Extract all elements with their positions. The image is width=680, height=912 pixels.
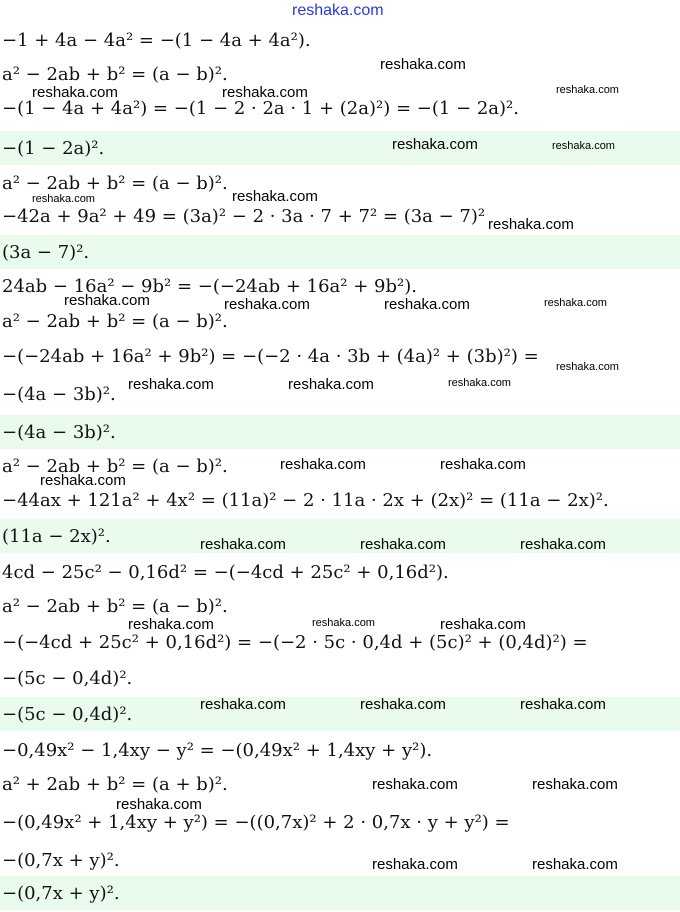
watermark: reshaka.com [544, 297, 607, 309]
watermark: reshaka.com [556, 361, 619, 373]
math-line: 4cd − 25c² − 0,16d² = −(−4cd + 25c² + 0,16d²). [2, 562, 449, 583]
watermark: reshaka.com [40, 472, 126, 489]
watermark: reshaka.com [380, 56, 466, 73]
watermark: reshaka.com [32, 84, 118, 101]
math-line: −(0,49x² + 1,4xy + y²) = −((0,7x)² + 2 · 0,7x · y + y²) = [2, 812, 510, 833]
watermark: reshaka.com [372, 776, 458, 793]
answer-line: (3a − 7)². [2, 242, 90, 263]
watermark: reshaka.com [448, 377, 511, 389]
watermark: reshaka.com [520, 696, 606, 713]
watermark: reshaka.com [32, 193, 95, 205]
math-line: −(5c − 0,4d)². [2, 668, 133, 689]
math-line: −(0,7x + y)². [2, 850, 120, 871]
math-line: −(−24ab + 16a² + 9b²) = −(−2 · 4a · 3b + (4a)² + (3b)²) = [2, 346, 539, 367]
watermark: reshaka.com [552, 140, 615, 152]
watermark: reshaka.com [360, 696, 446, 713]
watermark: reshaka.com [200, 536, 286, 553]
answer-line: −(1 − 2a)². [2, 138, 105, 159]
math-line: a² − 2ab + b² = (a − b)². [2, 456, 228, 477]
watermark: reshaka.com [360, 536, 446, 553]
watermark: reshaka.com [232, 188, 318, 205]
math-line: −1 + 4a − 4a² = −(1 − 4a + 4a²). [2, 30, 311, 51]
watermark: reshaka.com [520, 536, 606, 553]
math-line: a² − 2ab + b² = (a − b)². [2, 64, 228, 85]
watermark: reshaka.com [532, 856, 618, 873]
math-line: 24ab − 16a² − 9b² = −(−24ab + 16a² + 9b²). [2, 276, 417, 297]
watermark: reshaka.com [312, 617, 375, 629]
math-line: a² − 2ab + b² = (a − b)². [2, 596, 228, 617]
watermark: reshaka.com [532, 776, 618, 793]
watermark: reshaka.com [372, 856, 458, 873]
answer-line: −(0,7x + y)². [2, 883, 120, 904]
watermark: reshaka.com [200, 696, 286, 713]
watermark: reshaka.com [128, 376, 214, 393]
watermark: reshaka.com [392, 136, 478, 153]
watermark: reshaka.com [440, 616, 526, 633]
math-line: −(4a − 3b)². [2, 384, 116, 405]
math-line: −0,49x² − 1,4xy − y² = −(0,49x² + 1,4xy + y²). [2, 740, 433, 761]
answer-line: −(5c − 0,4d)². [2, 704, 133, 725]
watermark: reshaka.com [116, 796, 202, 813]
math-line: a² − 2ab + b² = (a − b)². [2, 311, 228, 332]
watermark: reshaka.com [288, 376, 374, 393]
watermark: reshaka.com [384, 296, 470, 313]
math-line: a² + 2ab + b² = (a + b)². [2, 774, 228, 795]
answer-line: (11a − 2x)². [2, 526, 111, 547]
watermark: reshaka.com [556, 84, 619, 96]
watermark: reshaka.com [128, 616, 214, 633]
watermark: reshaka.com [222, 84, 308, 101]
watermark: reshaka.com [280, 456, 366, 473]
math-line: a² − 2ab + b² = (a − b)². [2, 173, 228, 194]
math-line: −42a + 9a² + 49 = (3a)² − 2 · 3a · 7 + 7² = (3a − 7)² [2, 206, 486, 227]
watermark: reshaka.com [488, 216, 574, 233]
math-line: −(−4cd + 25c² + 0,16d²) = −(−2 · 5c · 0,4d + (5c)² + (0,4d)²) = [2, 632, 588, 653]
watermark: reshaka.com [64, 292, 150, 309]
answer-line: −(4a − 3b)². [2, 422, 116, 443]
site-header[interactable]: reshaka.com [292, 2, 384, 19]
math-line: −44ax + 121a² + 4x² = (11a)² − 2 · 11a · 2x + (2x)² = (11a − 2x)². [2, 490, 609, 511]
watermark: reshaka.com [224, 296, 310, 313]
math-line: −(1 − 4a + 4a²) = −(1 − 2 · 2a · 1 + (2a)²) = −(1 − 2a)². [2, 98, 519, 119]
watermark: reshaka.com [440, 456, 526, 473]
